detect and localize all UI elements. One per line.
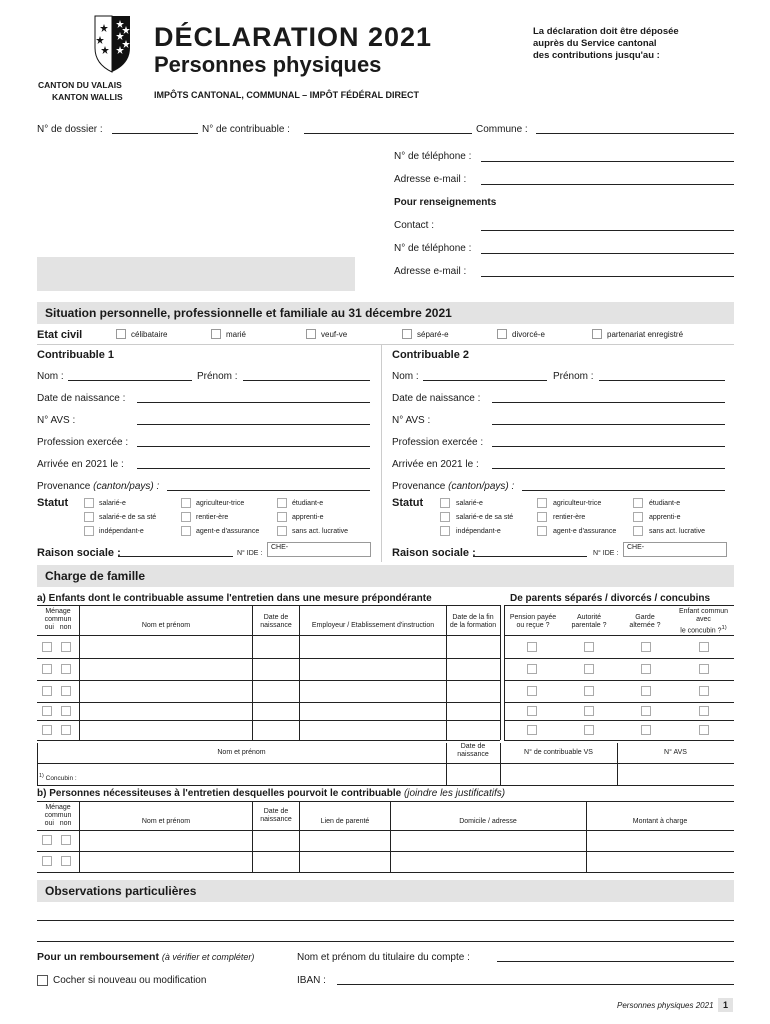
c1-statut-option: sans act. lucrative xyxy=(292,528,349,535)
divorce-checkbox[interactable] xyxy=(497,329,507,339)
pension-checkbox[interactable] xyxy=(527,725,537,735)
c2-statut-label: Statut xyxy=(392,497,424,509)
divider xyxy=(252,801,253,872)
tax-types: IMPÔTS CANTONAL, COMMUNAL – IMPÔT FÉDÉRAL DIRECT xyxy=(154,90,420,100)
header-line: Garde xyxy=(635,614,655,621)
c1-statut-checkbox[interactable] xyxy=(181,526,191,536)
c1-statut-label: Statut xyxy=(37,497,69,509)
autorite-checkbox[interactable] xyxy=(584,725,594,735)
observations-line-1[interactable] xyxy=(37,920,734,921)
garde-checkbox[interactable] xyxy=(641,642,651,652)
canton-name-de: KANTON WALLIS xyxy=(52,92,123,102)
c2-avs-field[interactable] xyxy=(492,424,725,425)
c2-ide-field[interactable] xyxy=(623,542,727,557)
c2-ide-label: N° IDE : xyxy=(593,550,619,557)
c2-raison-field[interactable] xyxy=(473,556,587,557)
commune-field[interactable] xyxy=(536,133,734,134)
row-divider xyxy=(37,851,734,852)
canton-logo xyxy=(90,14,135,76)
header-line: parentale ? xyxy=(571,622,607,629)
contribuable1-heading: Contribuable 1 xyxy=(37,349,115,361)
contribuable-label: N° de contribuable : xyxy=(202,124,290,135)
b-date-header xyxy=(252,808,300,824)
autorite-checkbox[interactable] xyxy=(584,706,594,716)
row-divider xyxy=(37,702,500,703)
row-divider xyxy=(37,740,500,741)
famille-title: Charge de famille xyxy=(45,569,146,583)
c2-statut-checkbox[interactable] xyxy=(537,498,547,508)
c1-statut-checkbox[interactable] xyxy=(84,498,94,508)
header-line: Enfant commun xyxy=(678,608,729,615)
separe-label: séparé-e xyxy=(417,330,449,339)
c1-statut-checkbox[interactable] xyxy=(277,512,287,522)
child-menage-non-checkbox[interactable] xyxy=(61,664,71,674)
c2-statut-option: agent-e d'assurance xyxy=(553,528,617,535)
page-title: DÉCLARATION 2021 xyxy=(154,22,433,52)
date-naissance-header xyxy=(252,614,300,630)
nouveau-label: Cocher si nouveau ou modification xyxy=(53,975,207,986)
c2-naissance-field[interactable] xyxy=(492,402,725,403)
titulaire-label: Nom et prénom du titulaire du compte : xyxy=(297,952,470,963)
situation-title: Situation personnelle, professionnelle et familiale au 31 décembre 2021 xyxy=(45,306,452,320)
c2-arrivee-field[interactable] xyxy=(492,468,725,469)
c2-che-prefix: CHE- xyxy=(627,544,645,551)
dossier-label: N° de dossier : xyxy=(37,124,103,135)
row-divider xyxy=(37,872,734,873)
c1-nom-label: Nom : xyxy=(37,371,64,382)
header-line: commun xyxy=(44,616,72,623)
dossier-field[interactable] xyxy=(112,133,198,134)
c2-prenom-label: Prénom : xyxy=(553,371,594,382)
partenariat-checkbox[interactable] xyxy=(592,329,602,339)
enfant-commun-header: Enfant commun avec le concubin ?$^{1)}$ xyxy=(673,608,734,635)
c2-statut-option: salarié-e de sa sté xyxy=(456,514,514,521)
divider xyxy=(381,344,382,562)
remboursement-title: Pour un remboursement xyxy=(37,951,159,963)
c1-statut-checkbox[interactable] xyxy=(84,512,94,522)
c1-statut-option: étudiant-e xyxy=(292,500,324,507)
enfant-commun-checkbox[interactable] xyxy=(699,642,709,652)
page-subtitle: Personnes physiques xyxy=(154,52,382,77)
header-line: Date de xyxy=(263,808,289,815)
c2-prenom-field[interactable] xyxy=(599,380,725,381)
c1-profession-label: Profession exercée : xyxy=(37,437,129,448)
c2-statut-checkbox[interactable] xyxy=(440,498,450,508)
concubin-avs-header: N° AVS xyxy=(664,749,687,756)
c1-prenom-field[interactable] xyxy=(243,380,370,381)
row-divider xyxy=(504,702,734,703)
c2-nom-field[interactable] xyxy=(423,380,547,381)
email2-field[interactable] xyxy=(481,276,734,277)
divider xyxy=(37,635,500,636)
child-menage-oui-checkbox[interactable] xyxy=(42,706,52,716)
header-line: naissance xyxy=(260,622,292,629)
header-line: naissance xyxy=(457,751,489,758)
montant-header: Montant à charge xyxy=(632,818,688,825)
garde-checkbox[interactable] xyxy=(641,664,651,674)
c1-naissance-label: Date de naissance : xyxy=(37,393,126,404)
c2-statut-option: étudiant-e xyxy=(649,500,681,507)
c1-prenom-label: Prénom : xyxy=(197,371,238,382)
divider xyxy=(37,785,734,786)
pension-header xyxy=(505,614,561,630)
divider xyxy=(504,635,734,636)
nouveau-checkbox[interactable] xyxy=(37,975,48,986)
celibataire-checkbox[interactable] xyxy=(116,329,126,339)
child-menage-non-checkbox[interactable] xyxy=(61,706,71,716)
divider xyxy=(390,801,391,872)
concubin-note-text: Concubin : xyxy=(45,775,77,783)
partenariat-label: partenariat enregistré xyxy=(607,330,684,339)
garde-checkbox[interactable] xyxy=(641,725,651,735)
pension-checkbox[interactable] xyxy=(527,706,537,716)
child-menage-oui-checkbox[interactable] xyxy=(42,686,52,696)
c2-statut-option: apprenti-e xyxy=(649,514,681,521)
pension-checkbox[interactable] xyxy=(527,642,537,652)
divider xyxy=(79,801,80,872)
b-menage-non-checkbox[interactable] xyxy=(61,835,71,845)
row-divider xyxy=(504,680,734,681)
telephone2-field[interactable] xyxy=(481,253,734,254)
header-line: Autorité xyxy=(576,614,602,621)
c2-profession-field[interactable] xyxy=(492,446,725,447)
header-line: Date de xyxy=(263,614,289,621)
enfants-heading: a) Enfants dont le contribuable assume l'entretien dans une mesure prépondérante xyxy=(37,593,432,604)
c1-statut-option: agent-e d'assurance xyxy=(196,528,260,535)
header-line: Pension payée xyxy=(509,614,557,621)
header-line: commun xyxy=(44,812,72,819)
divider xyxy=(37,801,734,802)
menage-header xyxy=(37,608,79,632)
b-nom-header: Nom et prénom xyxy=(141,818,191,825)
header-line: Ménage xyxy=(45,608,71,615)
c1-avs-label: N° AVS : xyxy=(37,415,76,426)
c2-statut-checkbox[interactable] xyxy=(537,526,547,536)
commune-label: Commune : xyxy=(476,124,528,135)
c2-statut-option: indépendant-e xyxy=(456,528,501,535)
divider xyxy=(299,801,300,872)
telephone-field[interactable] xyxy=(481,161,734,162)
c1-statut-option: agriculteur-trice xyxy=(196,500,245,507)
c2-profession-label: Profession exercée : xyxy=(392,437,484,448)
c1-ide-field[interactable] xyxy=(267,542,371,557)
header-line: Date de xyxy=(460,743,486,750)
concubin-note: $^{1)}$ Concubin : xyxy=(39,773,77,783)
c1-statut-option: indépendant-e xyxy=(99,528,144,535)
nom-prenom-header: Nom et prénom xyxy=(141,622,191,629)
page-number: 1 xyxy=(718,998,733,1012)
c2-arrivee-label: Arrivée en 2021 le : xyxy=(392,459,479,470)
deadline-line-1: La déclaration doit être déposée xyxy=(533,26,679,37)
c1-statut-checkbox[interactable] xyxy=(181,498,191,508)
header-line: Date de la fin xyxy=(452,614,494,621)
oui-label: oui xyxy=(44,624,54,631)
enfant-commun-checkbox[interactable] xyxy=(699,686,709,696)
veuf-label: veuf-ve xyxy=(321,330,348,339)
b-menage-non-checkbox[interactable] xyxy=(61,856,71,866)
row-divider xyxy=(37,720,500,721)
iban-field[interactable] xyxy=(337,984,734,985)
c1-arrivee-field[interactable] xyxy=(137,468,370,469)
provenance-hint: (canton/pays) : xyxy=(93,481,160,492)
email2-label: Adresse e-mail : xyxy=(394,266,467,277)
titulaire-field[interactable] xyxy=(497,961,734,962)
c2-naissance-label: Date de naissance : xyxy=(392,393,481,404)
email-field[interactable] xyxy=(481,184,734,185)
child-menage-non-checkbox[interactable] xyxy=(61,642,71,652)
concubin-nom-header: Nom et prénom xyxy=(217,749,266,756)
deadline-line-2: auprès du Service cantonal xyxy=(533,38,657,49)
address-window xyxy=(37,257,355,291)
c1-statut-checkbox[interactable] xyxy=(181,512,191,522)
celibataire-label: célibataire xyxy=(131,330,168,339)
child-menage-oui-checkbox[interactable] xyxy=(42,642,52,652)
child-menage-oui-checkbox[interactable] xyxy=(42,725,52,735)
divider xyxy=(504,605,734,606)
fin-formation-header xyxy=(446,614,500,630)
autorite-header xyxy=(561,614,617,630)
c1-statut-option: salarié-e de sa sté xyxy=(99,514,157,521)
c1-avs-field[interactable] xyxy=(137,424,370,425)
provenance-hint: (canton/pays) : xyxy=(448,481,515,492)
footer-text: Personnes physiques 2021 xyxy=(617,1001,714,1010)
c1-raison-label: Raison sociale : xyxy=(37,547,121,559)
pension-checkbox[interactable] xyxy=(527,686,537,696)
c2-provenance-label xyxy=(392,481,514,492)
c2-statut-checkbox[interactable] xyxy=(440,526,450,536)
c1-statut-checkbox[interactable] xyxy=(277,498,287,508)
divider xyxy=(37,763,734,764)
c2-statut-option: sans act. lucrative xyxy=(649,528,706,535)
c1-statut-checkbox[interactable] xyxy=(277,526,287,536)
autorite-checkbox[interactable] xyxy=(584,686,594,696)
c2-nom-label: Nom : xyxy=(392,371,419,382)
divider xyxy=(586,801,587,872)
deadline-line-3: des contributions jusqu'au : xyxy=(533,50,660,61)
divider xyxy=(37,830,734,831)
etat-civil-label: Etat civil xyxy=(37,329,83,341)
enfant-commun-checkbox[interactable] xyxy=(699,664,709,674)
header-line: ou reçue ? xyxy=(516,622,550,629)
c1-profession-field[interactable] xyxy=(137,446,370,447)
c2-statut-option: rentier-ère xyxy=(553,514,586,521)
header-line: avec xyxy=(696,616,711,623)
c1-arrivee-label: Arrivée en 2021 le : xyxy=(37,459,124,470)
marie-label: marié xyxy=(226,330,247,339)
c1-naissance-field[interactable] xyxy=(137,402,370,403)
contact-label: Contact : xyxy=(394,220,435,231)
situation-section-header xyxy=(37,302,734,324)
renseignements-heading: Pour renseignements xyxy=(394,197,497,208)
divorce-label: divorcé-e xyxy=(512,330,545,339)
c2-statut-checkbox[interactable] xyxy=(633,512,643,522)
row-divider xyxy=(504,658,734,659)
c1-provenance-field[interactable] xyxy=(167,490,370,491)
garde-checkbox[interactable] xyxy=(641,706,651,716)
autorite-checkbox[interactable] xyxy=(584,664,594,674)
c1-ide-label: N° IDE : xyxy=(237,550,263,557)
oui-label: oui xyxy=(44,820,54,827)
remboursement-label xyxy=(37,951,254,963)
c2-provenance-field[interactable] xyxy=(522,490,725,491)
concubin-contrib-header: N° de contribuable VS xyxy=(524,749,593,756)
c1-nom-field[interactable] xyxy=(68,380,192,381)
b-menage-oui-checkbox[interactable] xyxy=(42,856,52,866)
divider xyxy=(37,605,500,606)
child-menage-non-checkbox[interactable] xyxy=(61,686,71,696)
famille-section-header xyxy=(37,565,734,587)
canton-name-fr: CANTON DU VALAIS xyxy=(38,80,122,90)
concubin-date-header xyxy=(446,743,500,759)
c1-statut-checkbox[interactable] xyxy=(84,526,94,536)
observations-line-2[interactable] xyxy=(37,941,734,942)
separe-checkbox[interactable] xyxy=(402,329,412,339)
header-line: alternée ? xyxy=(629,622,661,629)
c2-statut-option: agriculteur-trice xyxy=(553,500,602,507)
divider xyxy=(37,344,734,345)
row-divider xyxy=(37,658,500,659)
telephone-label: N° de téléphone : xyxy=(394,151,472,162)
parents-heading: De parents séparés / divorcés / concubins xyxy=(510,593,711,604)
necessiteuses-title: b) Personnes nécessiteuses à l'entretien desquelles pourvoit le contribuable xyxy=(37,788,402,799)
enfant-commun-checkbox[interactable] xyxy=(699,725,709,735)
c2-avs-label: N° AVS : xyxy=(392,415,431,426)
c2-statut-checkbox[interactable] xyxy=(440,512,450,522)
contact-field[interactable] xyxy=(481,230,734,231)
c1-statut-option: rentier-ère xyxy=(196,514,229,521)
row-divider xyxy=(504,720,734,721)
child-menage-oui-checkbox[interactable] xyxy=(42,664,52,674)
header-line: Ménage xyxy=(45,804,71,811)
c2-statut-checkbox[interactable] xyxy=(633,498,643,508)
contribuable-field[interactable] xyxy=(304,133,472,134)
enfant-commun-checkbox[interactable] xyxy=(699,706,709,716)
b-menage-oui-checkbox[interactable] xyxy=(42,835,52,845)
marie-checkbox[interactable] xyxy=(211,329,221,339)
header-line: naissance xyxy=(260,816,292,823)
c2-raison-label: Raison sociale : xyxy=(392,547,476,559)
header-line: le concubin ? xyxy=(680,627,722,635)
remboursement-hint: (à vérifier et compléter) xyxy=(161,952,255,962)
divider xyxy=(500,605,501,740)
non-label: non xyxy=(59,820,72,827)
non-label: non xyxy=(59,624,72,631)
c1-raison-field[interactable] xyxy=(118,556,233,557)
provenance-text: Provenance xyxy=(392,481,446,492)
c2-statut-checkbox[interactable] xyxy=(633,526,643,536)
observations-title: Observations particulières xyxy=(45,884,197,898)
lien-header: Lien de parenté xyxy=(320,818,370,825)
c2-statut-checkbox[interactable] xyxy=(537,512,547,522)
observations-section-header xyxy=(37,880,734,902)
iban-label: IBAN : xyxy=(297,975,326,986)
autorite-checkbox[interactable] xyxy=(584,642,594,652)
coat-of-arms-icon xyxy=(90,14,135,76)
pension-checkbox[interactable] xyxy=(527,664,537,674)
c1-che-prefix: CHE- xyxy=(271,544,289,551)
c1-provenance-label xyxy=(37,481,159,492)
email-label: Adresse e-mail : xyxy=(394,174,467,185)
concubin-nom-field[interactable] xyxy=(80,765,444,783)
contribuable2-heading: Contribuable 2 xyxy=(392,349,470,361)
c1-statut-option: apprenti-e xyxy=(292,514,324,521)
c1-statut-option: salarié-e xyxy=(99,500,126,507)
domicile-header: Domicile / adresse xyxy=(459,818,517,825)
header-line: de la formation xyxy=(449,622,497,629)
garde-checkbox[interactable] xyxy=(641,686,651,696)
employeur-header: Employeur / Etablissement d'instruction xyxy=(311,622,435,629)
telephone2-label: N° de téléphone : xyxy=(394,243,472,254)
necessiteuses-hint: (joindre les justificatifs) xyxy=(403,788,506,799)
provenance-text: Provenance xyxy=(37,481,91,492)
row-divider xyxy=(37,680,500,681)
veuf-checkbox[interactable] xyxy=(306,329,316,339)
garde-header xyxy=(617,614,673,630)
child-menage-non-checkbox[interactable] xyxy=(61,725,71,735)
row-divider xyxy=(504,740,734,741)
necessiteuses-heading xyxy=(37,788,505,799)
c2-statut-option: salarié-e xyxy=(456,500,483,507)
b-menage-header xyxy=(37,804,79,828)
